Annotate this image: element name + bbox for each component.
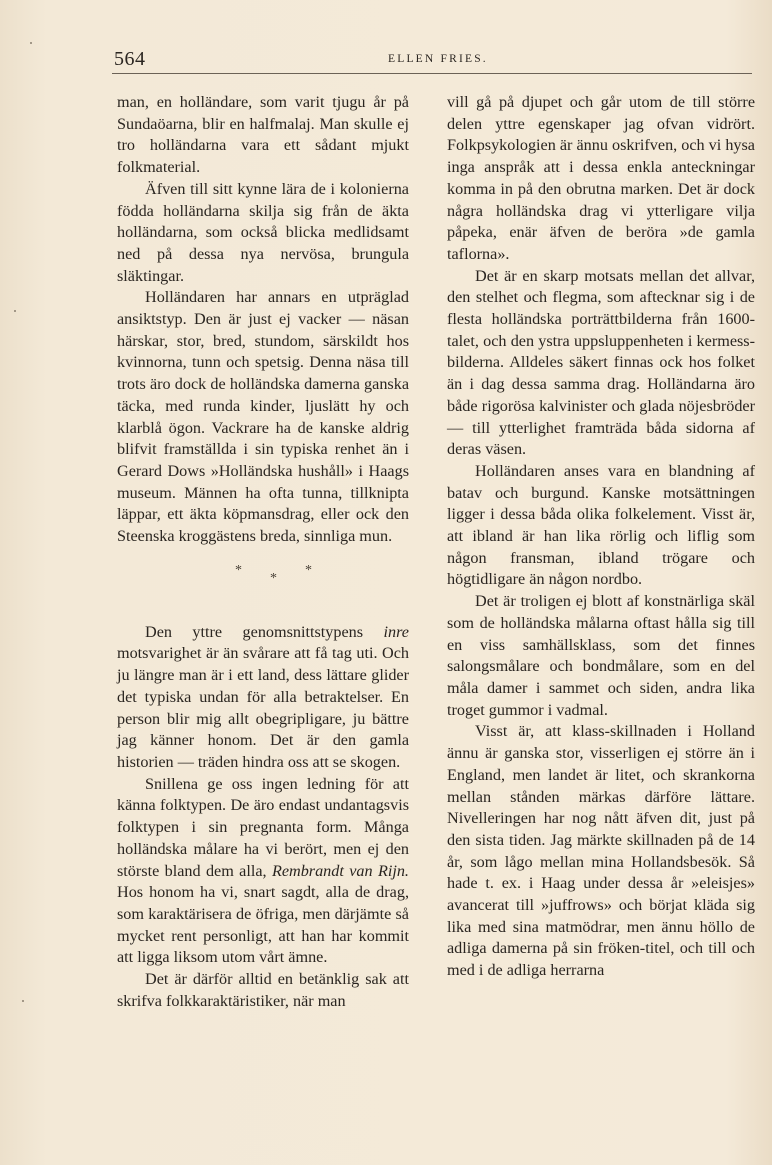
running-head: ELLEN FRIES. xyxy=(388,53,488,65)
text-run: Hos honom ha vi, snart sagdt, alla de drag, som karaktärisera de öfriga, men därjämte så mycket rent personligt, att han har kommit att ligga liksom utom vårt ämne. xyxy=(117,883,409,967)
paper-speck xyxy=(22,1000,24,1002)
paragraph: Det är troligen ej blott af konstnärliga skäl som de holländska målarna oftast hålla sig till en viss samhällsklass, som det finnes salongsmålare och bondmålare, som en del måla damer i sammet och siden, andra lika troget gummor i vadmal. xyxy=(447,592,755,719)
paper-speck xyxy=(14,310,16,312)
text-run: motsvarighet är än svårare att få tag uti. Och ju längre man är i ett land, dess lättare glider det typiska undan för alla betraktelser. En person blir mig allt obegripligare, ju bättre jag känner honom. Det är den gamla historien — träden hindra oss att se skogen. xyxy=(117,644,409,771)
asterisk: * xyxy=(235,562,242,578)
paragraph: Visst är, att klass-skillnaden i Holland ännu är ganska stor, visserligen ej större än i England, men landet är litet, och skrankorna mellan stånden märkas därföre lättare. Nivelleringen har nog nått äfven dit, just på den sista tiden. Jag märkte skillnaden på de 14 år, som lågo mellan mina Hollandsbesök. Så hade t. ex. i Haag under dessa år »eleisjes» avancerat till »juffrows» och börjat kläda sig lika med sina matmödrar, men ännu höllo de adliga damerna på sin fröken-titel, och till och med i de adliga herrarna xyxy=(447,722,755,980)
italic-name: Rembrandt van Rijn. xyxy=(271,861,409,880)
paragraph xyxy=(117,774,409,969)
page-header xyxy=(112,44,752,74)
paragraph: Äfven till sitt kynne lära de i kolonierna födda holländarna skilja sig från de äkta holländarna, som också blicka medlidsamt ned på dessa nya nervösa, brungula släktingar. xyxy=(117,179,409,285)
header-rule xyxy=(112,73,752,74)
italic-word: inre xyxy=(383,622,409,641)
asterisk: * xyxy=(270,570,277,586)
paragraph: man, en holländare, som varit tjugu år på Sundaöarna, blir en halfmalaj. Man skulle ej tro holländarna vara ett sådant mjukt folkmaterial. xyxy=(117,93,409,177)
paragraph: Det är en skarp motsats mellan det allvar, den stelhet och flegma, som aftecknar sig i de flesta holländska porträttbilderna från 1600-talet, och den ystra uppsluppenheten i kermess-bilderna. Alldeles säkert finnas ock hos folket än i dag dessa samma drag. Holländarna äro både rigorösa kalvinister och glada nöjesbröder — till ytterlighet framträda båda sidorna af deras väsen. xyxy=(447,266,755,459)
paper-speck xyxy=(30,42,32,44)
paragraph xyxy=(117,622,409,774)
section-break-asterisks xyxy=(117,556,409,616)
page-number: 564 xyxy=(114,48,146,70)
paragraph: Holländaren har annars en utpräglad ansiktstyp. Den är just ej vacker — näsan härskar, stor, bred, stundom, särskildt hos kvinnorna, tunn och spetsig. Denna näsa till trots äro dock de holländska damerna ganska täcka, med runda kinder, ljuslätt hy och klarblå ögon. Vackrare ha de kanske aldrig blifvit framställda i sin typiska renhet än i Gerard Dows »Holländska hushåll» i Haags museum. Männen ha ofta tunna, tillknipta läppar, ett äkta köpmansdrag, eller ock den Steenska kroggästens breda, sinnliga mun. xyxy=(117,288,409,546)
left-column xyxy=(117,92,409,1012)
paragraph: Det är därför alltid en betänklig sak att skrifva folkkaraktäristiker, när man xyxy=(117,970,409,1010)
paragraph: vill gå på djupet och går utom de till större delen yttre egenskaper jag ofvan vidrört. Folkpsykologien är ännu oskrifven, och vi hysa inga anspråk att i dessa enkla anteckningar komma in på den obrutna marken. Det är dock några holländska drag vi ytterligare vilja påpeka, enär äfven de beröra »de gamla taflorna». xyxy=(447,93,755,263)
asterisk: * xyxy=(305,562,312,578)
paragraph: Holländaren anses vara en blandning af batav och burgund. Kanske motsättningen ligger i dessa båda olika folkelement. Visst är, att ibland är han lika rörlig och liflig som någon fransman, ibland trögare och högtidligare än någon nordbo. xyxy=(447,461,755,589)
right-column xyxy=(447,92,755,982)
text-run: Den yttre genomsnittstypens xyxy=(145,622,384,641)
text-run: Snillena ge oss ingen ledning för att känna folktypen. De äro endast undantagsvis folktypen i sin pregnanta form. Många holländska målare ha vi berört, men ej den störste bland dem alla, xyxy=(117,774,409,880)
